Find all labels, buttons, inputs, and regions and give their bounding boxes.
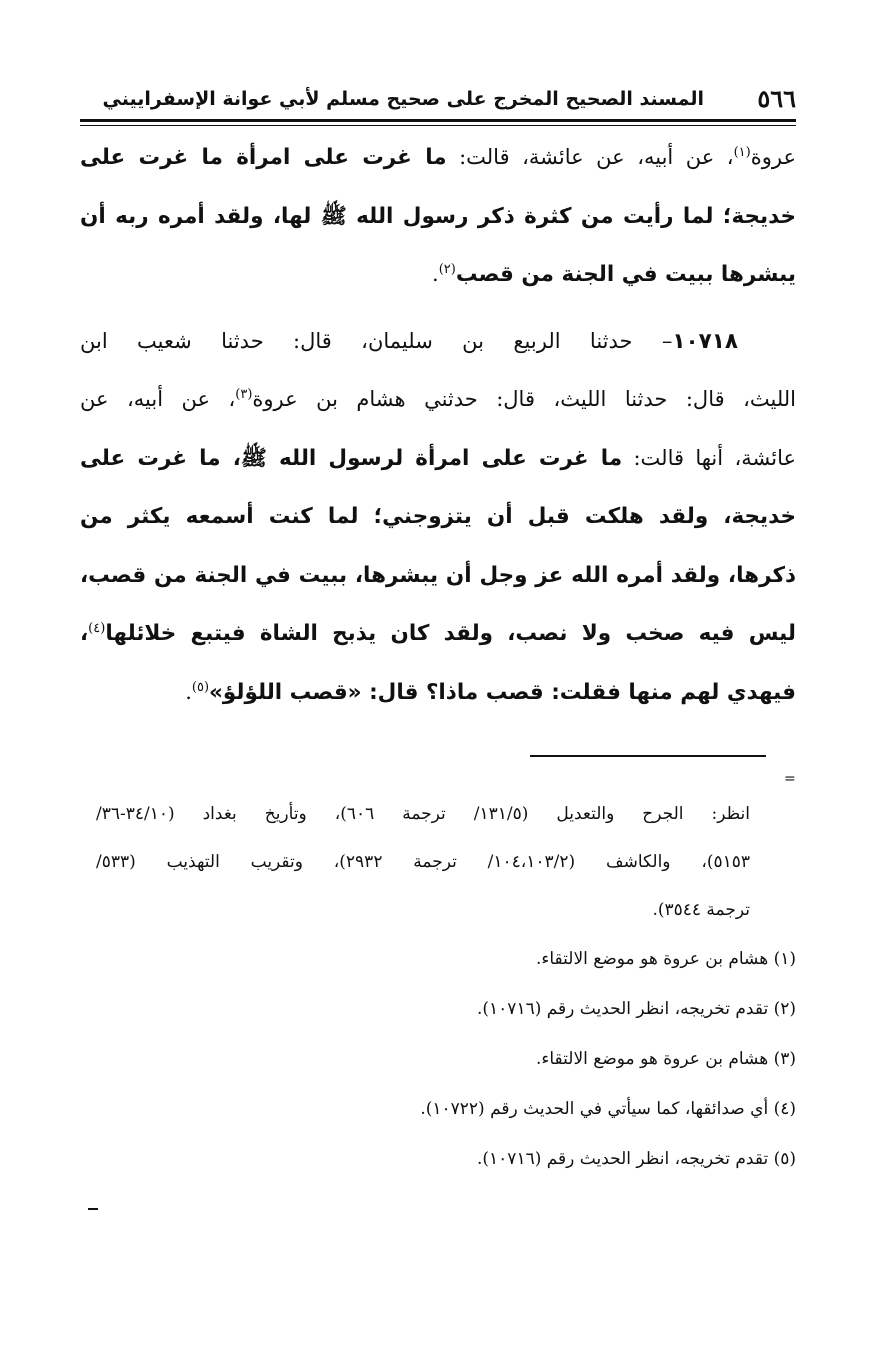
text-line — [80, 187, 796, 246]
printer-mark — [88, 1208, 98, 1210]
text-run: عروة — [750, 145, 796, 169]
isnad-text: عائشة، أنها قالت: — [622, 445, 796, 470]
hadith-matn: ما غرت على امرأة ما غرت على — [80, 145, 447, 170]
hadith-matn: ذكرها، ولقد أمره الله عز وجل أن يبشرها، ببيت في الجنة من قصب، — [80, 562, 796, 588]
footnote: (٣) هشام بن عروة هو موضع الالتقاء. — [535, 1049, 796, 1069]
hadith-matn: ، — [80, 621, 89, 646]
text-line — [80, 546, 796, 605]
footnote: (٤) أي صدائقها، كما سيأتي في الحديث رقم (١٠٧٢٢). — [420, 1099, 796, 1119]
text-line — [80, 245, 796, 304]
hadith-matn: «قصب اللؤلؤ» — [209, 679, 362, 705]
hadith-number: ١٠٧١٨ — [672, 328, 738, 354]
page-header — [80, 82, 796, 118]
header-rule-thick — [80, 119, 796, 122]
isnad-text: الليث، قال: حدثنا الليث، قال: حدثني هشام بن عروة — [252, 387, 796, 411]
footnote-divider — [530, 755, 766, 757]
footnote-ref: (٣) — [235, 387, 253, 402]
footnote-ref: (٢) — [438, 262, 456, 277]
hadith-matn: ليس فيه صخب ولا نصب، ولقد كان يذبح الشاة فيتبع خلائلها — [105, 621, 796, 646]
text-line — [80, 370, 796, 429]
text-line — [80, 128, 796, 187]
footnote-line: ترجمة ٣٥٤٤). — [652, 900, 750, 920]
hadith-matn: ما غرت على امرأة لرسول الله ﷺ، ما غرت على — [80, 445, 623, 471]
text-line — [80, 604, 796, 663]
footnotes — [96, 934, 796, 1184]
isnad-text: – حدثنا الربيع بن سليمان، قال: حدثنا شعيب ابن — [80, 328, 673, 353]
hadith-matn: فيهدي لهم منها فقلت: قصب ماذا؟ قال: — [361, 679, 796, 705]
continuation-mark: = — [784, 771, 796, 787]
text-line — [80, 663, 796, 722]
running-title: المسند الصحيح المخرج على صحيح مسلم لأبي عوانة الإسفراييني — [102, 88, 704, 110]
footnote-continuation — [96, 790, 750, 934]
main-text — [80, 128, 796, 721]
footnote-ref: (٥) — [191, 679, 210, 695]
header-rule-thin — [80, 125, 796, 126]
text-line — [80, 487, 796, 546]
text-line — [80, 429, 796, 488]
page-number: ٥٦٦ — [757, 84, 796, 113]
text-run: . — [185, 679, 192, 704]
hadith-matn: خديجة؛ لما رأيت من كثرة ذكر رسول الله ﷺ لها، ولقد أمره ربه أن — [80, 203, 796, 229]
hadith-matn: خديجة، ولقد هلكت قبل أن يتزوجني؛ لما كنت أسمعه يكثر من — [80, 504, 796, 529]
footnote-line: انظر: الجرح والتعديل (١٣١/٥/ ترجمة ٦٠٦)، وتأريخ بغداد (٣٤/١٠-٣٦/ — [96, 804, 750, 824]
footnote-line: ٥١٥٣)، والكاشف (١٠٤،١٠٣/٢/ ترجمة ٢٩٣٢)، وتقريب التهذيب (٥٣٣/ — [96, 852, 750, 872]
isnad-text: ، عن أبيه، عن — [80, 387, 236, 411]
footnote-ref: (١) — [733, 145, 751, 160]
footnote: (٥) تقدم تخريجه، انظر الحديث رقم (١٠٧١٦). — [477, 1149, 796, 1169]
footnote-ref: (٤) — [88, 621, 106, 636]
hadith-matn: يبشرها ببيت في الجنة من قصب — [455, 262, 796, 287]
text-run: . — [432, 262, 439, 286]
text-run: ، عن أبيه، عن عائشة، قالت: — [446, 145, 734, 169]
text-line — [80, 312, 796, 371]
footnote: (٢) تقدم تخريجه، انظر الحديث رقم (١٠٧١٦). — [477, 999, 796, 1019]
footnote: (١) هشام بن عروة هو موضع الالتقاء. — [535, 949, 796, 969]
